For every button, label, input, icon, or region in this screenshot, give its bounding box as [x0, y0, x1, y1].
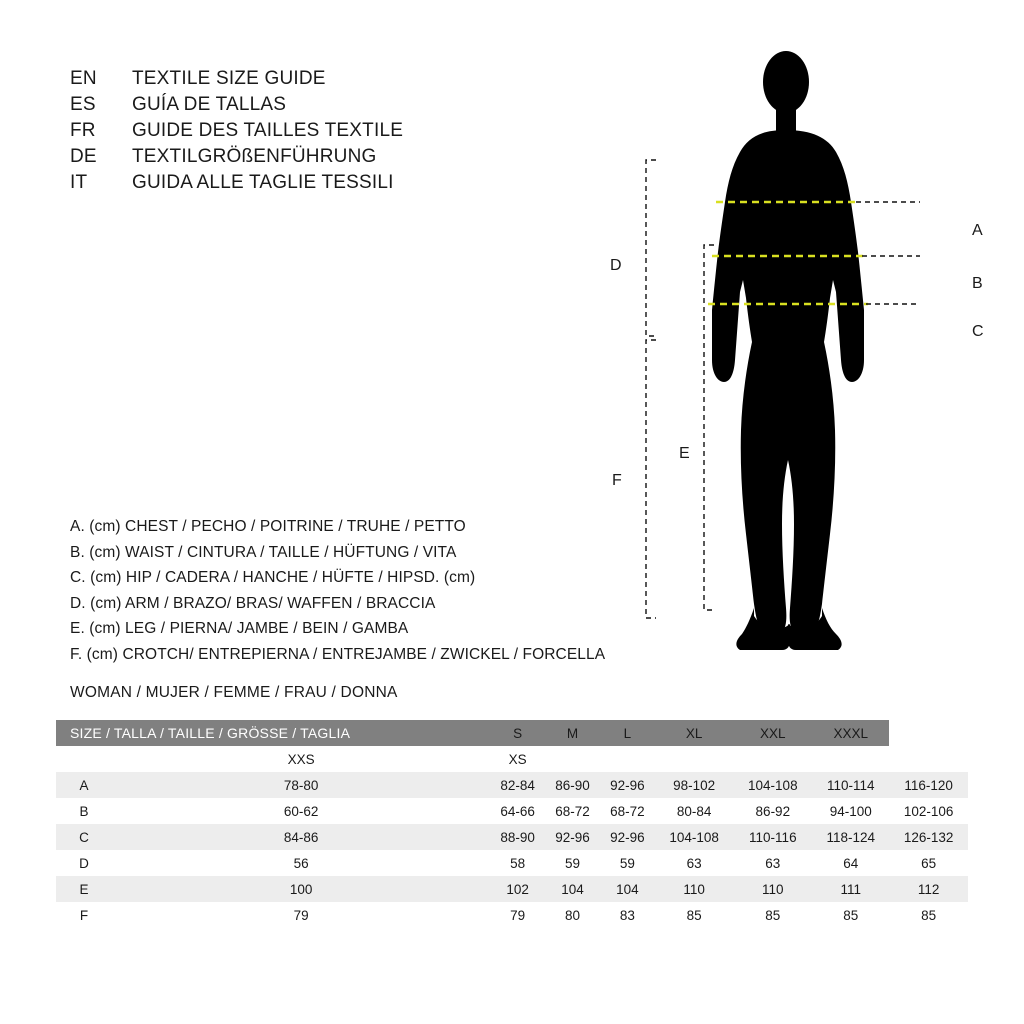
size-header-xl: XL	[685, 725, 703, 741]
woman-category-caption: WOMAN / MUJER / FEMME / FRAU / DONNA	[70, 684, 398, 701]
cell-c-l: 104-108	[669, 829, 719, 845]
cell-c-s: 92-96	[555, 829, 590, 845]
cell-a-xxs: 78-80	[283, 777, 319, 793]
table-row	[56, 824, 968, 850]
cell-e-m: 104	[616, 881, 639, 897]
legend-item-c: C. (cm) HIP / CADERA / HANCHE / HÜFTE / HIPSD. (cm)	[70, 569, 476, 587]
dimension-bracket-e	[704, 245, 714, 610]
cell-c-m: 92-96	[610, 829, 645, 845]
cell-e-xl: 110	[762, 881, 784, 897]
language-title-block	[70, 66, 550, 196]
legend-item-e: E. (cm) LEG / PIERNA/ JAMBE / BEIN / GAMBA	[70, 620, 409, 638]
row-label-c: C	[79, 829, 89, 845]
spacer-cell	[545, 746, 600, 772]
title-language-text: GUIDE DES TAILLES TEXTILE	[132, 120, 404, 141]
cell-b-m: 68-72	[610, 803, 645, 819]
title-row	[70, 66, 550, 92]
table-row	[56, 902, 968, 928]
cell-e-xxs: 100	[289, 881, 313, 897]
table-row	[56, 850, 968, 876]
row-label-e: E	[79, 881, 89, 897]
title-row	[70, 170, 550, 196]
table-row	[56, 798, 968, 824]
row-label-d: D	[79, 855, 89, 871]
legend-item-a: A. (cm) CHEST / PECHO / POITRINE / TRUHE / PETTO	[70, 518, 466, 535]
row-label-f: F	[79, 907, 89, 923]
spacer-cell	[600, 746, 655, 772]
spacer-cell	[655, 746, 734, 772]
cell-d-m: 59	[619, 855, 635, 871]
title-row	[70, 118, 550, 144]
cell-b-s: 68-72	[555, 803, 590, 819]
size-header-s: S	[513, 725, 523, 741]
spacer-cell	[889, 746, 968, 772]
size-header-l: L	[623, 725, 632, 741]
cell-f-s: 80	[565, 907, 581, 923]
cell-d-s: 59	[565, 855, 581, 871]
marker-label-d: D	[610, 257, 622, 274]
legend-item-d: D. (cm) ARM / BRAZO/ BRAS/ WAFFEN / BRACCIA	[70, 594, 436, 612]
cell-a-xxxl: 116-120	[904, 777, 953, 793]
marker-label-a: A	[972, 222, 983, 239]
cell-c-xxl: 118-124	[826, 829, 875, 845]
cell-d-xxl: 64	[843, 855, 859, 871]
cell-f-xxl: 85	[843, 907, 859, 923]
row-label-a: A	[79, 777, 89, 793]
cell-d-xxxl: 65	[921, 855, 937, 871]
cell-b-xs: 64-66	[500, 803, 535, 819]
size-header-xxl: XXL	[760, 725, 786, 741]
cell-b-xl: 86-92	[755, 803, 791, 819]
size-table-body	[56, 720, 968, 928]
cell-c-xxxl: 126-132	[903, 829, 954, 845]
table-header-label: SIZE / TALLA / TAILLE / GRÖSSE / TAGLIA	[70, 725, 351, 741]
row-label-blank	[56, 746, 112, 772]
cell-a-s: 86-90	[555, 777, 590, 793]
size-header-xxxl: XXXL	[833, 725, 868, 741]
size-header-m: M	[566, 725, 579, 741]
title-language-code: EN	[70, 68, 97, 89]
cell-f-xs: 79	[510, 907, 526, 923]
table-header-row	[56, 720, 968, 746]
spacer-cell	[812, 746, 889, 772]
marker-label-e: E	[679, 445, 690, 462]
cell-e-xxl: 111	[840, 881, 861, 897]
title-language-code: IT	[70, 172, 88, 193]
row-label-b: B	[79, 803, 89, 819]
cell-e-s: 104	[561, 881, 584, 897]
cell-b-xxl: 94-100	[829, 803, 872, 819]
cell-b-xxxl: 102-106	[903, 803, 954, 819]
body-diagram	[560, 30, 1000, 670]
size-table	[56, 720, 968, 928]
figure-illustration	[560, 30, 1000, 670]
dimension-bracket-d	[646, 160, 656, 336]
legend-item-b: B. (cm) WAIST / CINTURA / TAILLE / HÜFTUNG / VITA	[70, 543, 457, 561]
cell-f-m: 83	[619, 907, 635, 923]
marker-label-b: B	[972, 275, 983, 292]
cell-a-xxl: 110-114	[826, 777, 875, 793]
title-language-code: DE	[70, 146, 97, 167]
title-language-text: TEXTILGRÖßENFÜHRUNG	[132, 146, 377, 167]
cell-b-xxs: 60-62	[283, 803, 319, 819]
spacer-cell	[733, 746, 812, 772]
title-language-text: TEXTILE SIZE GUIDE	[132, 68, 326, 89]
female-silhouette-icon	[712, 51, 864, 650]
cell-d-xs: 58	[510, 855, 526, 871]
size-header-xxs: XXS	[287, 751, 315, 767]
cell-a-xs: 82-84	[500, 777, 535, 793]
cell-e-xs: 102	[506, 881, 529, 897]
title-language-code: ES	[70, 94, 96, 115]
cell-b-l: 80-84	[676, 803, 712, 819]
cell-f-xl: 85	[765, 907, 781, 923]
cell-d-xl: 63	[765, 855, 781, 871]
cell-f-xxxl: 85	[921, 907, 937, 923]
marker-label-c: C	[972, 323, 984, 340]
cell-e-l: 110	[683, 881, 705, 897]
dimension-bracket-f	[646, 340, 656, 618]
cell-f-l: 85	[686, 907, 702, 923]
table-row	[56, 876, 968, 902]
cell-c-xxs: 84-86	[283, 829, 319, 845]
marker-label-f: F	[612, 472, 622, 489]
size-header-xs: XS	[508, 751, 527, 767]
cell-c-xs: 88-90	[500, 829, 535, 845]
title-language-text: GUIDA ALLE TAGLIE TESSILI	[132, 172, 394, 193]
cell-e-xxxl: 112	[917, 881, 940, 897]
legend-item-f: F. (cm) CROTCH/ ENTREPIERNA / ENTREJAMBE / ZWICKEL / FORCELLA	[70, 645, 606, 663]
title-language-text: GUÍA DE TALLAS	[132, 94, 287, 115]
cell-f-xxs: 79	[293, 907, 309, 923]
title-row	[70, 144, 550, 170]
title-language-code: FR	[70, 120, 96, 141]
table-row	[56, 772, 968, 798]
cell-a-xl: 104-108	[748, 777, 798, 793]
cell-a-l: 98-102	[673, 777, 716, 793]
title-row	[70, 92, 550, 118]
marker-leader-lines	[856, 202, 920, 304]
cell-d-xxs: 56	[293, 855, 309, 871]
size-subheader-row	[56, 746, 968, 772]
cell-a-m: 92-96	[610, 777, 645, 793]
cell-c-xl: 110-116	[749, 829, 797, 845]
cell-d-l: 63	[686, 855, 702, 871]
